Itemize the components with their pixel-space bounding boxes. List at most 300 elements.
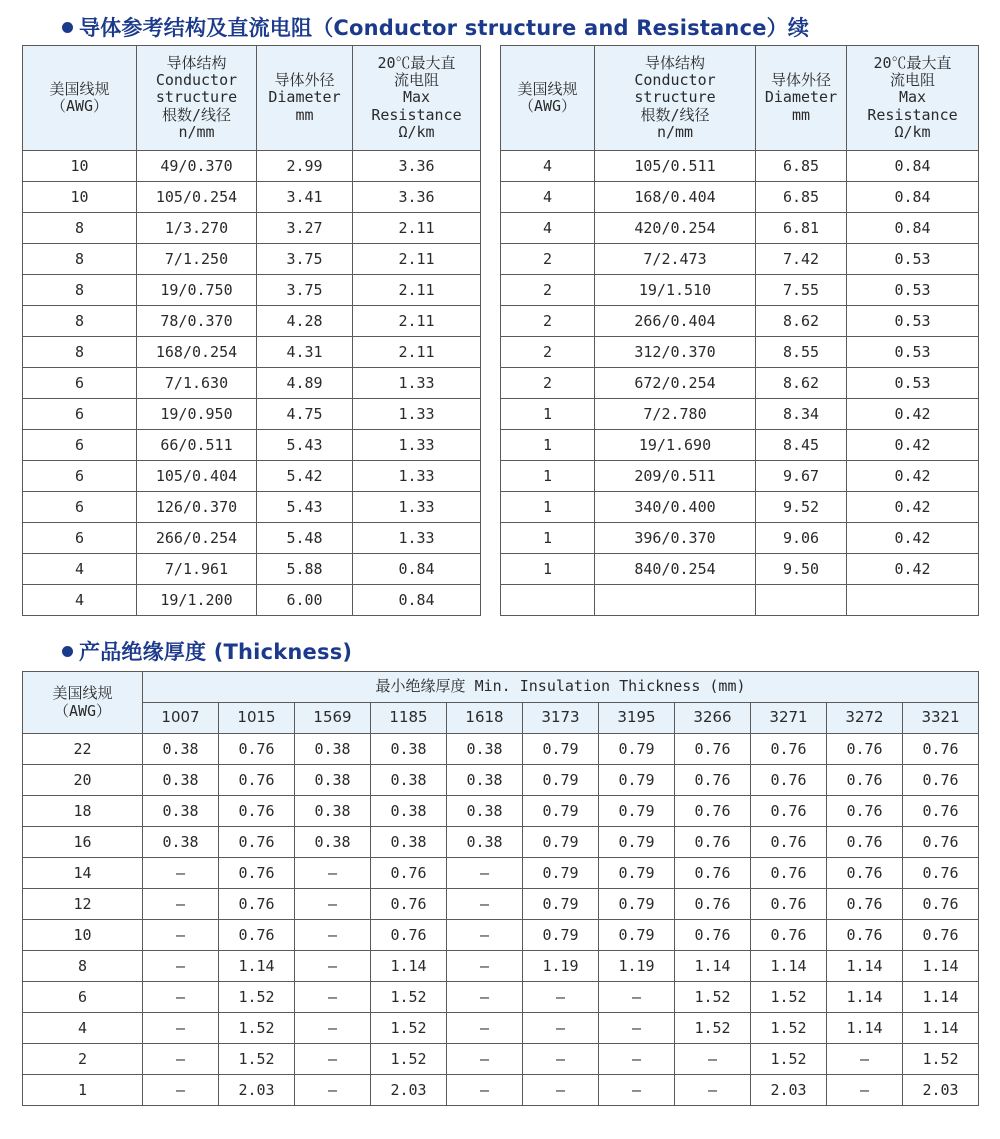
table-cell: 0.79 — [599, 765, 675, 796]
style-code-header: 1569 — [295, 703, 371, 734]
table-cell: – — [295, 951, 371, 982]
table-cell: – — [143, 858, 219, 889]
table-cell: 340/0.400 — [595, 492, 756, 523]
table-cell: 0.76 — [675, 889, 751, 920]
column-gap — [481, 182, 501, 213]
table-cell: 4 — [501, 182, 595, 213]
table-cell: 2.03 — [219, 1075, 295, 1106]
table-cell: 7/2.473 — [595, 244, 756, 275]
table-cell: 0.42 — [847, 461, 979, 492]
style-code-header: 3321 — [903, 703, 979, 734]
table-cell: 0.76 — [903, 734, 979, 765]
table-cell: 1.14 — [827, 982, 903, 1013]
table-cell: 0.76 — [751, 889, 827, 920]
table-cell: 0.38 — [143, 734, 219, 765]
table-cell: 3.36 — [353, 182, 481, 213]
table-cell: 0.38 — [447, 734, 523, 765]
table-cell: 20 — [23, 765, 143, 796]
table-cell: – — [295, 982, 371, 1013]
style-code-row — [23, 703, 979, 734]
table-cell: 105/0.404 — [137, 461, 257, 492]
table-cell: 6 — [23, 368, 137, 399]
table-cell: 1.33 — [353, 492, 481, 523]
table-cell: 1.33 — [353, 368, 481, 399]
table-cell: 6 — [23, 461, 137, 492]
column-gap — [481, 151, 501, 182]
table-row — [23, 1013, 979, 1044]
table-cell: 2.11 — [353, 213, 481, 244]
table-cell: – — [599, 1075, 675, 1106]
table-cell: – — [143, 1075, 219, 1106]
table-row — [23, 461, 979, 492]
section-title-text: 导体参考结构及直流电阻（Conductor structure and Resistance）续 — [79, 16, 810, 40]
style-code-header: 3173 — [523, 703, 599, 734]
table-cell: 19/1.510 — [595, 275, 756, 306]
table-cell: 0.84 — [847, 213, 979, 244]
table-cell: 1/3.270 — [137, 213, 257, 244]
table-cell: 2.11 — [353, 337, 481, 368]
table-cell: 9.50 — [756, 554, 847, 585]
table-cell: 49/0.370 — [137, 151, 257, 182]
table-cell: 0.38 — [447, 796, 523, 827]
table-cell: 0.42 — [847, 492, 979, 523]
table-row — [23, 796, 979, 827]
table-cell: 10 — [23, 920, 143, 951]
bullet-icon — [62, 22, 73, 33]
table-cell: 1.52 — [371, 1013, 447, 1044]
table-cell: 1.14 — [903, 951, 979, 982]
table-cell: 1.14 — [827, 1013, 903, 1044]
table-cell: 1 — [501, 461, 595, 492]
table-cell: 1.52 — [903, 1044, 979, 1075]
header-awg-left: 美国线规 （AWG） — [23, 46, 137, 151]
table-cell: 0.76 — [827, 920, 903, 951]
table-cell: 0.76 — [903, 889, 979, 920]
table-cell: 0.79 — [523, 796, 599, 827]
column-gap — [481, 554, 501, 585]
table-cell: 2 — [501, 306, 595, 337]
table-cell: 396/0.370 — [595, 523, 756, 554]
table-cell: – — [295, 858, 371, 889]
table-cell: 6.00 — [257, 585, 353, 616]
table-cell: – — [447, 858, 523, 889]
table-cell: 12 — [23, 889, 143, 920]
table-cell: – — [143, 1044, 219, 1075]
table-cell: – — [143, 951, 219, 982]
column-gap — [481, 275, 501, 306]
table-row — [23, 765, 979, 796]
table-cell: 0.38 — [447, 765, 523, 796]
column-gap — [481, 399, 501, 430]
table-cell: 2.11 — [353, 244, 481, 275]
table-cell: 9.06 — [756, 523, 847, 554]
style-code-header: 1007 — [143, 703, 219, 734]
table-cell: 0.76 — [827, 796, 903, 827]
table-cell: 0.42 — [847, 523, 979, 554]
table-cell: – — [143, 920, 219, 951]
table-cell: 126/0.370 — [137, 492, 257, 523]
table-cell: 2.99 — [257, 151, 353, 182]
table-cell: 0.38 — [371, 796, 447, 827]
table-cell: 7.42 — [756, 244, 847, 275]
table-cell: 0.76 — [371, 920, 447, 951]
table-cell: 4.31 — [257, 337, 353, 368]
table-cell: 7/2.780 — [595, 399, 756, 430]
table-cell: 0.79 — [599, 920, 675, 951]
table-cell: 0.79 — [523, 827, 599, 858]
table-cell: 6 — [23, 492, 137, 523]
style-code-header: 3266 — [675, 703, 751, 734]
table-cell: 0.76 — [903, 765, 979, 796]
table-cell: 0.84 — [353, 554, 481, 585]
table-cell: 0.76 — [371, 889, 447, 920]
table-cell: 0.53 — [847, 368, 979, 399]
table-cell: 1.33 — [353, 399, 481, 430]
style-code-header: 3195 — [599, 703, 675, 734]
style-code-header: 1015 — [219, 703, 295, 734]
table-cell: – — [827, 1044, 903, 1075]
table-cell: – — [447, 1075, 523, 1106]
table-cell: 0.84 — [353, 585, 481, 616]
table-cell: 1.14 — [903, 1013, 979, 1044]
table-cell: 2 — [501, 368, 595, 399]
table-cell: 1.52 — [371, 982, 447, 1013]
table-cell: 5.48 — [257, 523, 353, 554]
style-code-header: 3272 — [827, 703, 903, 734]
table-row — [23, 492, 979, 523]
header-awg: 美国线规 （AWG） — [23, 672, 143, 734]
table-cell: 1.14 — [827, 951, 903, 982]
table-cell: 1.19 — [599, 951, 675, 982]
table-cell: 1 — [501, 399, 595, 430]
table-cell: 0.76 — [903, 858, 979, 889]
table-cell: 672/0.254 — [595, 368, 756, 399]
table-cell: 19/1.690 — [595, 430, 756, 461]
header-diameter-right: 导体外径 Diameter mm — [756, 46, 847, 151]
table-cell: 1.14 — [751, 951, 827, 982]
table-cell: 7/1.630 — [137, 368, 257, 399]
table-cell: 105/0.511 — [595, 151, 756, 182]
table-cell: 8.55 — [756, 337, 847, 368]
table-cell: 5.43 — [257, 430, 353, 461]
table-cell: 1.52 — [675, 982, 751, 1013]
table-cell: – — [143, 1013, 219, 1044]
table-cell: 0.76 — [751, 920, 827, 951]
table-cell: 5.43 — [257, 492, 353, 523]
table-cell: – — [523, 982, 599, 1013]
table-cell: 1.52 — [751, 982, 827, 1013]
table-cell: 0.76 — [219, 920, 295, 951]
table-cell: 7.55 — [756, 275, 847, 306]
table-cell: 105/0.254 — [137, 182, 257, 213]
table-cell: 9.52 — [756, 492, 847, 523]
table-cell: 8 — [23, 275, 137, 306]
table-cell: 2 — [501, 275, 595, 306]
table-row — [23, 554, 979, 585]
table-cell: 19/0.950 — [137, 399, 257, 430]
table-cell: 1.19 — [523, 951, 599, 982]
table-cell: 6 — [23, 982, 143, 1013]
table-cell: 3.41 — [257, 182, 353, 213]
table-cell: 0.76 — [371, 858, 447, 889]
table-cell: 209/0.511 — [595, 461, 756, 492]
table-cell — [501, 585, 595, 616]
conductor-table-body — [23, 151, 979, 616]
column-gap — [481, 306, 501, 337]
column-gap — [481, 337, 501, 368]
style-code-header: 1618 — [447, 703, 523, 734]
table-cell: 8.34 — [756, 399, 847, 430]
table-cell: 1.33 — [353, 430, 481, 461]
table-row — [23, 951, 979, 982]
table-cell: – — [295, 920, 371, 951]
header-structure-left: 导体结构 Conductor structure 根数/线径 n/mm — [137, 46, 257, 151]
table-row — [23, 920, 979, 951]
table-cell: – — [447, 920, 523, 951]
table-cell: 0.38 — [371, 734, 447, 765]
table-cell: 1.14 — [219, 951, 295, 982]
table-cell: 420/0.254 — [595, 213, 756, 244]
table-cell: 6 — [23, 430, 137, 461]
table-row — [23, 337, 979, 368]
table-cell: 0.79 — [599, 889, 675, 920]
table-row — [23, 734, 979, 765]
table-cell: 0.53 — [847, 306, 979, 337]
table-cell: 0.79 — [523, 920, 599, 951]
table-cell: 0.42 — [847, 399, 979, 430]
table-cell: 0.79 — [599, 827, 675, 858]
table-cell: 2.03 — [903, 1075, 979, 1106]
table-cell: 1.14 — [675, 951, 751, 982]
table-cell: 0.76 — [219, 889, 295, 920]
column-gap — [481, 46, 501, 151]
table-row — [23, 430, 979, 461]
table-cell: – — [523, 1044, 599, 1075]
table-cell: 8 — [23, 244, 137, 275]
table-cell: – — [295, 889, 371, 920]
header-min-insulation: 最小绝缘厚度 Min. Insulation Thickness (mm) — [143, 672, 979, 703]
style-code-header: 3271 — [751, 703, 827, 734]
table-cell: 8 — [23, 951, 143, 982]
table-cell: 0.79 — [599, 796, 675, 827]
table-cell: 0.38 — [143, 827, 219, 858]
column-gap — [481, 461, 501, 492]
table-cell: 6 — [23, 523, 137, 554]
table-cell: 266/0.254 — [137, 523, 257, 554]
table-cell: 1.52 — [751, 1044, 827, 1075]
table-cell: 0.84 — [847, 151, 979, 182]
table-cell: – — [447, 1044, 523, 1075]
table-cell: 8 — [23, 306, 137, 337]
section-title-conductor — [62, 12, 809, 42]
table-row — [23, 889, 979, 920]
table-cell: 168/0.404 — [595, 182, 756, 213]
table-cell: 4 — [23, 1013, 143, 1044]
table-row — [23, 858, 979, 889]
insulation-thickness-table — [22, 671, 979, 1106]
section-title-thickness — [62, 636, 352, 666]
table-row — [23, 182, 979, 213]
column-gap — [481, 368, 501, 399]
table-cell: 18 — [23, 796, 143, 827]
table-cell: 19/0.750 — [137, 275, 257, 306]
table-cell: 0.38 — [371, 827, 447, 858]
table-cell: 0.76 — [751, 827, 827, 858]
table-cell: 0.76 — [219, 858, 295, 889]
table-cell: 1 — [501, 523, 595, 554]
table-cell: 6 — [23, 399, 137, 430]
column-gap — [481, 430, 501, 461]
table-row — [23, 1075, 979, 1106]
table-cell: 0.76 — [675, 827, 751, 858]
table-cell: 1.52 — [219, 982, 295, 1013]
column-gap — [481, 492, 501, 523]
table-cell: 0.76 — [219, 796, 295, 827]
table-cell: 266/0.404 — [595, 306, 756, 337]
table-cell: 0.76 — [751, 796, 827, 827]
table-cell: – — [295, 1013, 371, 1044]
table-cell: 0.76 — [219, 765, 295, 796]
table-cell: 2 — [501, 337, 595, 368]
table-cell: 1 — [501, 430, 595, 461]
table-cell: 0.53 — [847, 337, 979, 368]
table-cell: 19/1.200 — [137, 585, 257, 616]
table-cell: 10 — [23, 151, 137, 182]
table-cell: 0.76 — [219, 827, 295, 858]
table-cell: 78/0.370 — [137, 306, 257, 337]
table-cell: 14 — [23, 858, 143, 889]
table-row — [23, 585, 979, 616]
table-cell: 0.53 — [847, 244, 979, 275]
table-cell: 8 — [23, 337, 137, 368]
table-cell: 4 — [23, 585, 137, 616]
table-row — [23, 399, 979, 430]
table-cell: 6.81 — [756, 213, 847, 244]
header-structure-right: 导体结构 Conductor structure 根数/线径 n/mm — [595, 46, 756, 151]
table-cell: 6.85 — [756, 182, 847, 213]
table-cell: 4.28 — [257, 306, 353, 337]
table-cell: – — [447, 1013, 523, 1044]
table-cell: 4.89 — [257, 368, 353, 399]
table-cell: 0.79 — [599, 734, 675, 765]
table-cell: 0.76 — [751, 858, 827, 889]
table-row — [23, 982, 979, 1013]
column-gap — [481, 585, 501, 616]
table-cell: 2 — [501, 244, 595, 275]
table-cell: 2.11 — [353, 275, 481, 306]
table-cell: – — [827, 1075, 903, 1106]
table-cell: 312/0.370 — [595, 337, 756, 368]
table-cell: – — [523, 1075, 599, 1106]
table-cell: 66/0.511 — [137, 430, 257, 461]
table-cell: 0.76 — [827, 858, 903, 889]
table-cell: 7/1.250 — [137, 244, 257, 275]
table-cell: 0.79 — [523, 734, 599, 765]
table-cell: 0.53 — [847, 275, 979, 306]
table-row — [23, 244, 979, 275]
table-cell: 0.76 — [751, 765, 827, 796]
table-cell: 5.42 — [257, 461, 353, 492]
header-resistance-right: 20℃最大直 流电阻 Max Resistance Ω/km — [847, 46, 979, 151]
table-cell: 0.76 — [675, 920, 751, 951]
table-row — [23, 1044, 979, 1075]
table-cell: 0.79 — [523, 858, 599, 889]
table-cell: 0.79 — [599, 858, 675, 889]
table-cell: 0.38 — [295, 765, 371, 796]
table-cell: 0.76 — [751, 734, 827, 765]
table-cell: 168/0.254 — [137, 337, 257, 368]
table-cell: – — [599, 1013, 675, 1044]
table-cell — [847, 585, 979, 616]
table-cell: 2 — [23, 1044, 143, 1075]
column-gap — [481, 244, 501, 275]
table-cell: 1.33 — [353, 461, 481, 492]
table-cell: 0.76 — [675, 765, 751, 796]
section-title-text: 产品绝缘厚度 (Thickness) — [79, 640, 353, 664]
table-cell: 0.76 — [827, 765, 903, 796]
table-cell: 4 — [501, 213, 595, 244]
conductor-structure-table — [22, 45, 979, 616]
table-cell: 8.62 — [756, 306, 847, 337]
table-cell: 8 — [23, 213, 137, 244]
table-cell: – — [447, 982, 523, 1013]
table-row — [23, 523, 979, 554]
table-cell: 1.14 — [371, 951, 447, 982]
table-cell: 1.14 — [903, 982, 979, 1013]
table-cell — [595, 585, 756, 616]
table-cell: 0.42 — [847, 554, 979, 585]
table-cell: 0.76 — [903, 920, 979, 951]
table-cell: 3.75 — [257, 275, 353, 306]
table-cell: 0.76 — [675, 796, 751, 827]
table-cell: 10 — [23, 182, 137, 213]
table-cell: 1.33 — [353, 523, 481, 554]
table-cell: 0.76 — [219, 734, 295, 765]
table-cell: 2.11 — [353, 306, 481, 337]
table-cell: 1 — [501, 492, 595, 523]
header-awg-right: 美国线规 （AWG） — [501, 46, 595, 151]
table-cell: 0.42 — [847, 430, 979, 461]
table-cell: – — [295, 1044, 371, 1075]
column-gap — [481, 213, 501, 244]
table-cell: – — [599, 982, 675, 1013]
table-cell: 1.52 — [219, 1044, 295, 1075]
table-cell: 1 — [23, 1075, 143, 1106]
table-cell: 1.52 — [371, 1044, 447, 1075]
table-cell: 0.76 — [675, 858, 751, 889]
table-cell: 0.38 — [295, 734, 371, 765]
table-cell: – — [143, 889, 219, 920]
table-cell: 0.38 — [295, 827, 371, 858]
table-cell: 8.62 — [756, 368, 847, 399]
table-cell: 0.76 — [903, 796, 979, 827]
table-cell: – — [143, 982, 219, 1013]
header-resistance-left: 20℃最大直 流电阻 Max Resistance Ω/km — [353, 46, 481, 151]
table-row — [23, 368, 979, 399]
table-cell: 9.67 — [756, 461, 847, 492]
table-cell: 840/0.254 — [595, 554, 756, 585]
table-cell: 0.79 — [523, 889, 599, 920]
table-cell: – — [523, 1013, 599, 1044]
thickness-table-body — [23, 734, 979, 1106]
table-cell: 3.75 — [257, 244, 353, 275]
table-cell: 2.03 — [751, 1075, 827, 1106]
table-cell: 22 — [23, 734, 143, 765]
table-cell: 0.38 — [447, 827, 523, 858]
table-cell: 0.38 — [295, 796, 371, 827]
table-cell: 1.52 — [675, 1013, 751, 1044]
table-cell: 0.76 — [827, 734, 903, 765]
